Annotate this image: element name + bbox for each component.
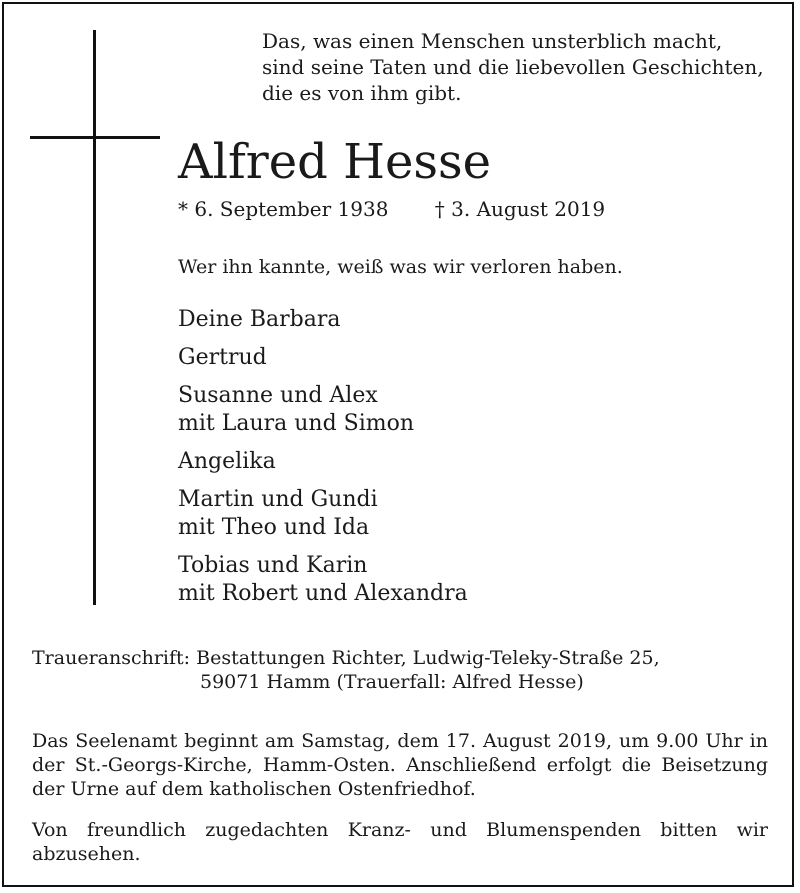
mourner-group [178, 382, 468, 438]
mourner-line: Martin und Gundi [178, 487, 378, 512]
mourning-address [32, 646, 660, 694]
mourners-list [178, 306, 468, 608]
mourner-line: mit Laura und Simon [178, 411, 415, 436]
mourner-line: Susanne und Alex [178, 383, 378, 408]
quote-line: die es von ihm gibt. [262, 81, 462, 105]
mourner-group [178, 306, 468, 334]
flowers-paragraph: Von freundlich zugedachten Kranz- und Blumenspenden bitten wir abzusehen. [32, 819, 768, 865]
cross-vertical-bar [93, 30, 96, 605]
mourner-line: mit Robert und Alexandra [178, 581, 468, 606]
quote-line: Das, was einen Menschen unsterblich macht, [262, 29, 723, 53]
service-paragraph: Das Seelenamt beginnt am Samstag, dem 17. August 2019, um 9.00 Uhr in der St.-Georgs-Kirche, Hamm-Osten. Anschließend erfolgt die Beisetzung der Urne auf dem katholischen Ostenfriedhof. [32, 730, 768, 800]
mourner-line: Angelika [178, 449, 276, 474]
mourner-group [178, 486, 468, 542]
mourner-group [178, 552, 468, 608]
mourner-line: Deine Barbara [178, 307, 341, 332]
deceased-name: Alfred Hesse [178, 134, 492, 190]
mourner-group [178, 344, 468, 372]
memorial-quote [262, 28, 764, 106]
mourner-line: Tobias und Karin [178, 553, 368, 578]
life-dates [178, 196, 605, 222]
saying: Wer ihn kannte, weiß was wir verloren haben. [178, 256, 623, 278]
death-date: † 3. August 2019 [434, 197, 606, 221]
address-line: Traueranschrift: Bestattungen Richter, Ludwig-Teleky-Straße 25, [32, 647, 660, 669]
mourner-line: Gertrud [178, 345, 267, 370]
birth-date: * 6. September 1938 [178, 197, 389, 221]
mourner-line: mit Theo und Ida [178, 515, 370, 540]
quote-line: sind seine Taten und die liebevollen Geschichten, [262, 55, 764, 79]
cross-horizontal-bar [30, 136, 160, 139]
mourner-group [178, 448, 468, 476]
address-line: 59071 Hamm (Trauerfall: Alfred Hesse) [200, 671, 584, 693]
